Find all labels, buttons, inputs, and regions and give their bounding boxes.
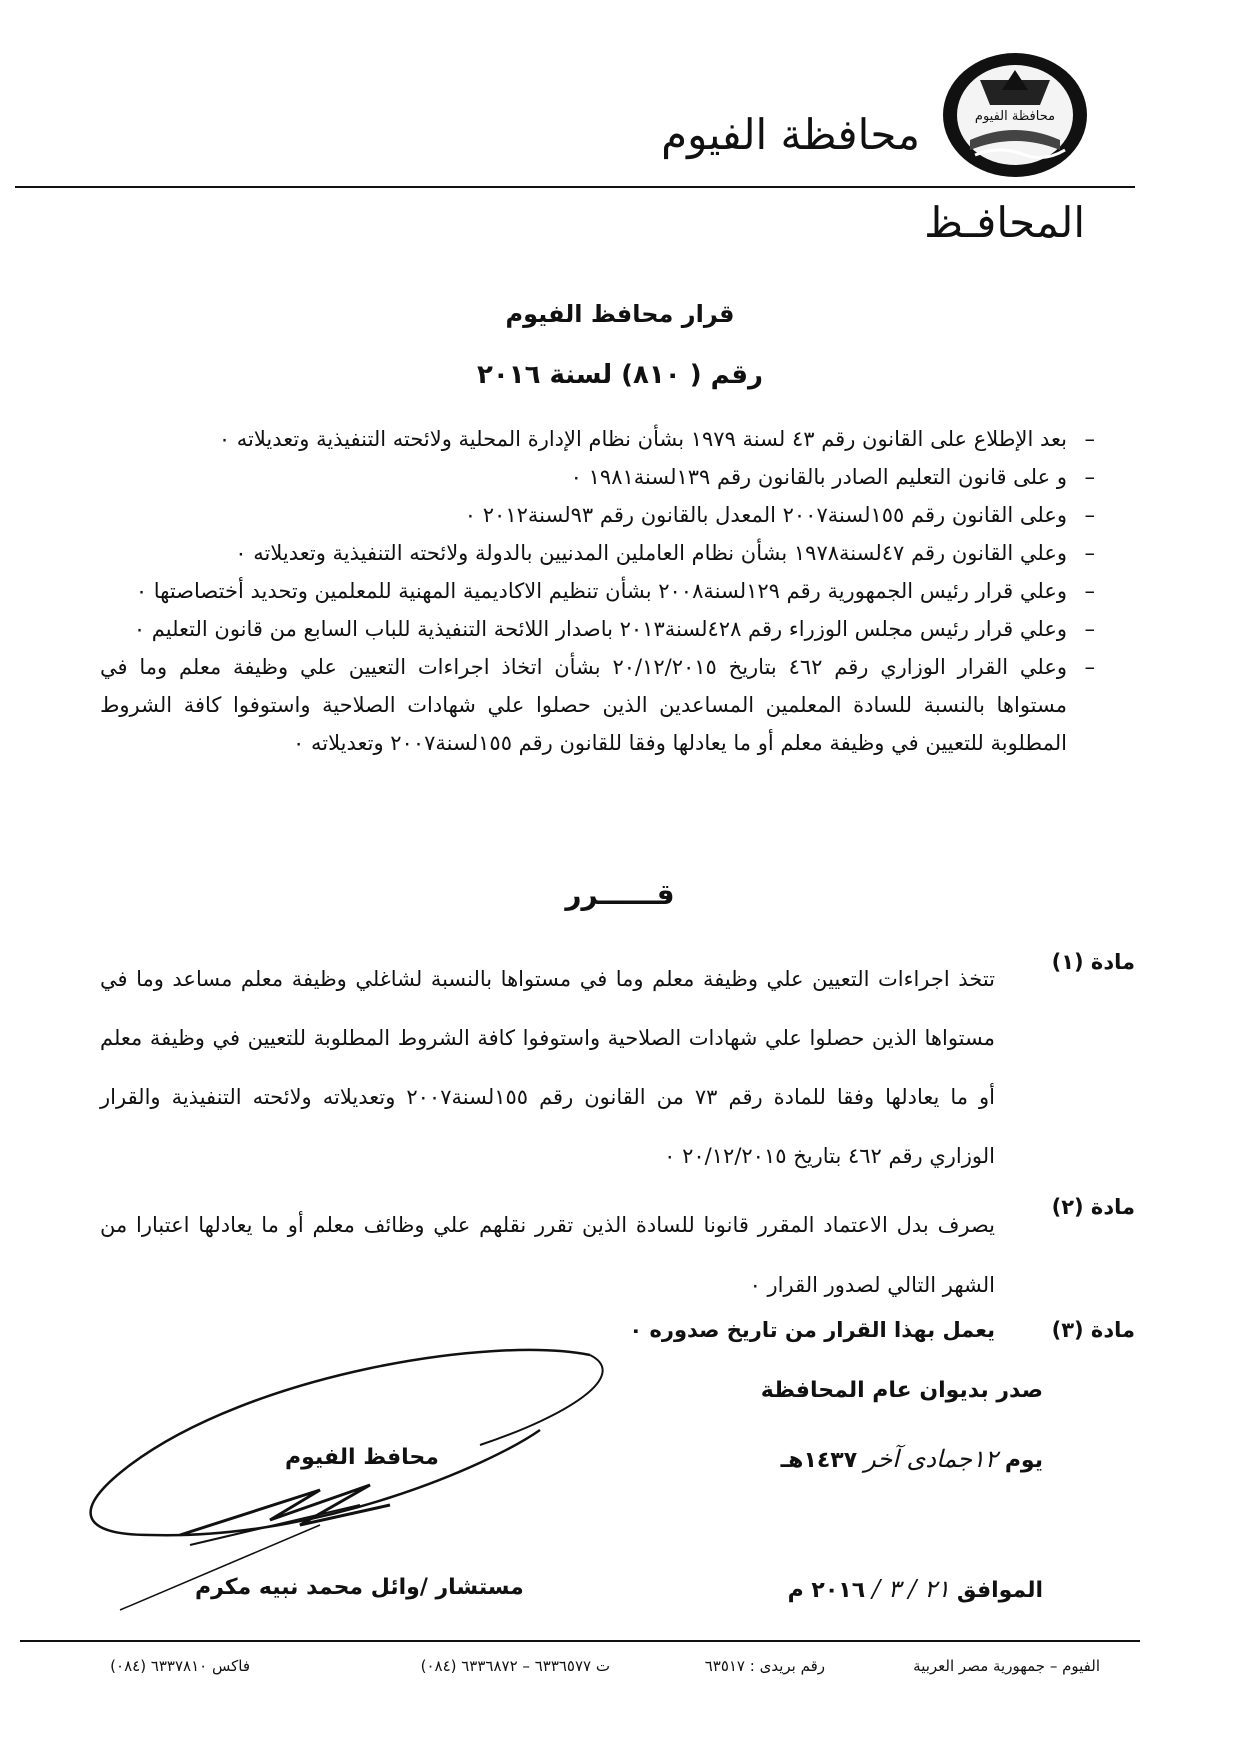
decision-title: قرار محافظ الفيوم xyxy=(505,300,735,328)
day-label: يوم xyxy=(1004,1448,1043,1473)
preamble-item: – بعد الإطلاع على القانون رقم ٤٣ لسنة ١٩٧٩ بشأن نظام الإدارة المحلية ولائحته التنفيذية وتعديلاته ٠ xyxy=(100,420,1095,458)
preamble-item: – وعلي القرار الوزاري رقم ٤٦٢ بتاريخ ٢٠/١٢/٢٠١٥ بشأن اتخاذ اجراءات التعيين علي وظيفة معلم وما في مستواها بالنسبة للسادة المعلمين المساعدين الذين حصلوا علي شهادات الصلاحية واستوفوا كافة الشروط المطلوبة للتعيين في وظيفة معلم أو ما يعادلها وفقا للقانون رقم ١٥٥لسنة٢٠٠٧ وتعديلاته ٠ xyxy=(100,648,1095,762)
gregorian-year: ٢٠١٦ م xyxy=(787,1578,866,1603)
seal-text: محافظة الفيوم xyxy=(974,109,1056,124)
governorate-name: محافظة الفيوم xyxy=(661,110,920,159)
article-text: يعمل بهذا القرار من تاريخ صدوره ٠ xyxy=(629,1318,995,1342)
gregorian-date xyxy=(788,1575,1043,1603)
preamble-item: – وعلى القانون رقم ١٥٥لسنة٢٠٠٧ المعدل بالقانون رقم ٩٣لسنة٢٠١٢ ٠ xyxy=(100,496,1095,534)
preamble-item: – وعلي قرار رئيس الجمهورية رقم ١٢٩لسنة٢٠٠٨ بشأن تنظيم الاكاديمية المهنية للمعلمين وتحديد أختصاصتها ٠ xyxy=(100,572,1095,610)
article-label: مادة (٢) xyxy=(1051,1195,1135,1219)
preamble-item: – و على قانون التعليم الصادر بالقانون رقم ١٣٩لسنة١٩٨١ ٠ xyxy=(100,458,1095,496)
article-label: مادة (١) xyxy=(1051,950,1135,974)
article-text: تتخذ اجراءات التعيين علي وظيفة معلم وما في مستواها بالنسبة لشاغلي وظيفة معلم مساعد وما في مستواها الذين حصلوا علي شهادات الصلاحية واستوفوا كافة الشروط المطلوبة للتعيين في وظيفة معلم أو ما يعادلها وفقا للمادة رقم ٧٣ من القانون رقم ١٥٥لسنة٢٠٠٧ وتعديلاته ولائحته التنفيذية والقرار الوزاري رقم ٤٦٢ بتاريخ ٢٠/١٢/٢٠١٥ ٠ xyxy=(100,967,995,1168)
signatory-title: محافظ الفيوم xyxy=(285,1445,439,1470)
preamble-item: – وعلي القانون رقم ٤٧لسنة١٩٧٨ بشأن نظام العاملين المدنيين بالدولة ولائحته التنفيذية وتعديلاته ٠ xyxy=(100,534,1095,572)
preamble-list xyxy=(100,420,1095,762)
article-text: يصرف بدل الاعتماد المقرر قانونا للسادة الذين تقرر نقلهم علي وظائف معلم أو ما يعادلها اعتبارا من الشهر التالي لصدور القرار ٠ xyxy=(100,1213,995,1297)
footer-fax: فاكس ٦٣٣٧٨١٠ (٠٨٤) xyxy=(110,1657,250,1675)
footer-address: الفيوم – جمهورية مصر العربية xyxy=(913,1657,1100,1675)
hijri-year: ١٤٣٧هـ xyxy=(780,1448,858,1473)
decision-number: رقم ( ٨١٠) لسنة ٢٠١٦ xyxy=(476,360,764,390)
governorate-seal-logo xyxy=(940,50,1090,180)
footer-phones: ت ٦٣٣٦٥٧٧ – ٦٣٣٦٨٧٢ (٠٨٤) xyxy=(420,1657,610,1675)
signatory-name: مستشار /وائل محمد نبيه مكرم xyxy=(195,1575,524,1600)
footer-postal-code: رقم بريدى : ٦٣٥١٧ xyxy=(704,1657,825,1675)
article-label: مادة (٣) xyxy=(1051,1318,1135,1342)
hijri-date xyxy=(781,1445,1043,1473)
issuance-place: صدر بديوان عام المحافظة xyxy=(760,1378,1043,1403)
decided-heading: قــــــرر xyxy=(565,878,675,911)
governor-heading: المحافـظ xyxy=(924,198,1085,247)
header-divider xyxy=(15,186,1135,188)
footer-divider xyxy=(20,1640,1140,1642)
corresponding-label: الموافق xyxy=(956,1578,1043,1603)
preamble-item: – وعلي قرار رئيس مجلس الوزراء رقم ٤٢٨لسنة٢٠١٣ باصدار اللائحة التنفيذية للباب السابع من قانون التعليم ٠ xyxy=(100,610,1095,648)
gregorian-handwritten-date: ٢١ / ٣ / xyxy=(872,1575,950,1603)
hijri-handwritten-date: ١٢جمادى آخر xyxy=(864,1445,998,1473)
